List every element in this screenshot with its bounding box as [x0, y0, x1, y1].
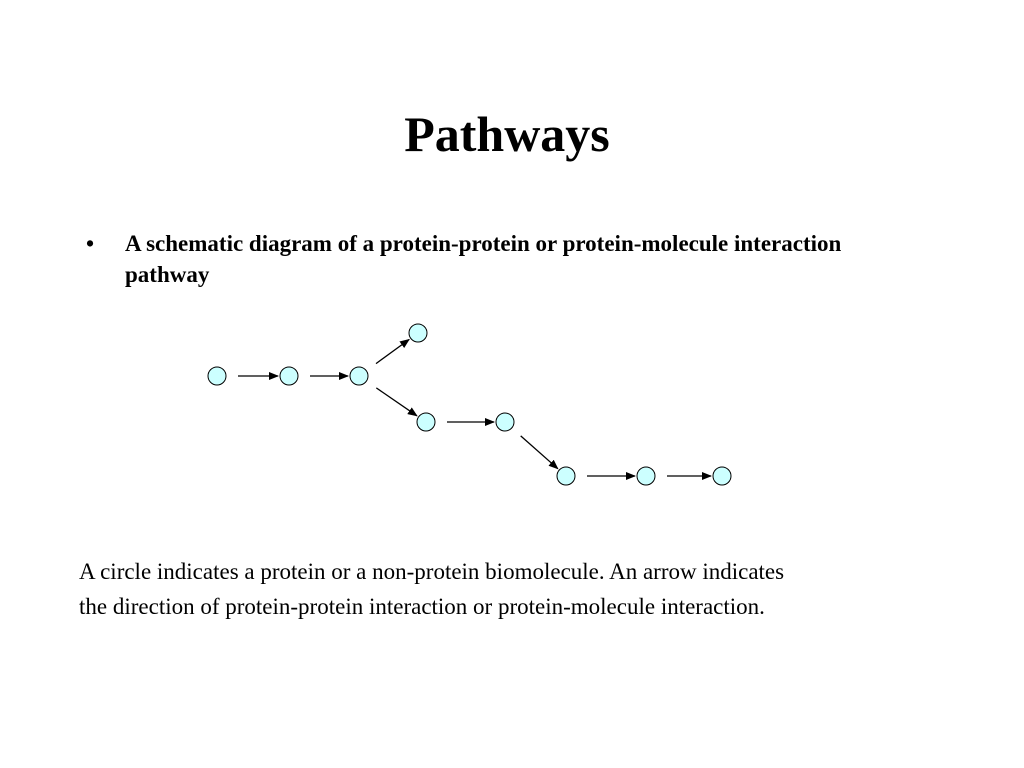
caption: A circle indicates a protein or a non-protein biomolecule. An arrow indicates the direction of protein-protein interaction or protein-molecule interaction.	[79, 559, 785, 619]
arrow-n3-n5	[376, 388, 417, 416]
node-n3	[350, 367, 368, 385]
node-n6	[496, 413, 514, 431]
node-n9	[713, 467, 731, 485]
nodes-layer	[208, 324, 731, 485]
edges-layer	[238, 340, 711, 477]
bullet-icon: •	[86, 231, 95, 256]
arrow-n3-n4	[376, 340, 409, 364]
node-n8	[637, 467, 655, 485]
arrow-n6-n7	[521, 436, 558, 469]
node-n5	[417, 413, 435, 431]
slide-title: Pathways	[404, 106, 610, 162]
node-n1	[208, 367, 226, 385]
node-n4	[409, 324, 427, 342]
node-n2	[280, 367, 298, 385]
bullet-text: A schematic diagram of a protein-protein or protein-molecule interaction pathway	[125, 231, 842, 287]
node-n7	[557, 467, 575, 485]
